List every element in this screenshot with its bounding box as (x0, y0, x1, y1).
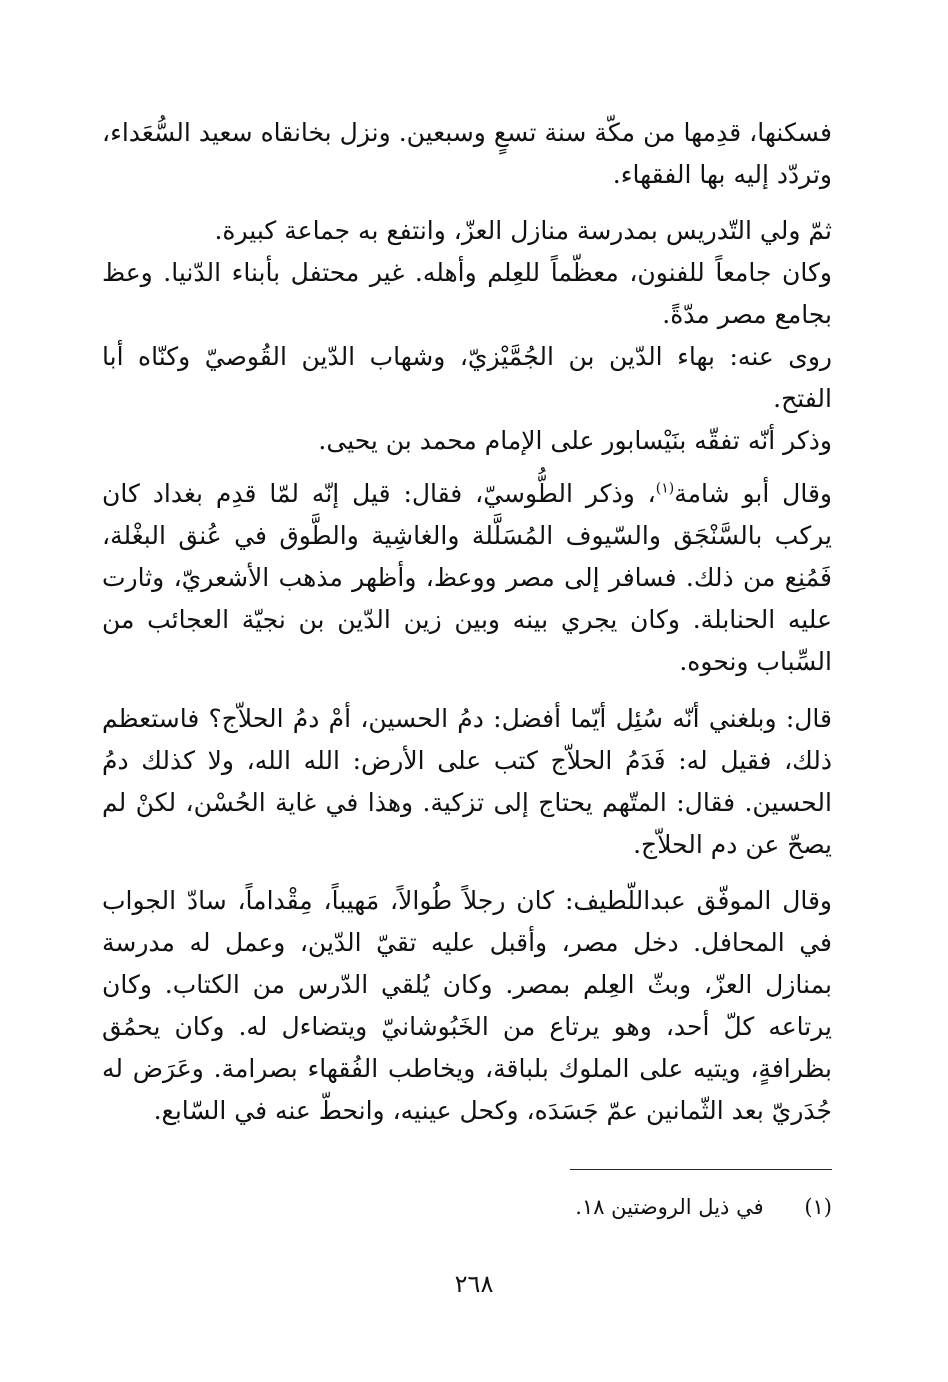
paragraph-8: وقال الموفّق عبداللّطيف: كان رجلاً طُوالاً، مَهيباً، مِقْداماً، سادّ الجواب في المحافل. دخل مصر، وأقبل عليه تقيّ الدّين، وعمل له مدرسة بمنازل العزّ، وبثّ العِلم بمصر. وكان يُلقي الدّرس من الكتاب. وكان يرتاعه كلّ أحد، وهو يرتاع من الخَبُوشانيّ ويتضاءل له. وكان يحمُق بظرافةٍ، ويتيه على الملوك بلباقة، ويخاطب الفُقهاء بصرامة. وعَرَض له جُدَريّ بعد الثّمانين عمّ جَسَدَه، وكحل عينيه، وانحطّ عنه في السّابع. (102, 886, 832, 1125)
paragraph-block-3 (102, 336, 832, 462)
paragraph-2: ثمّ ولي التّدريس بمدرسة منازل العزّ، وانتفع به جماعة كبيرة. (214, 216, 832, 245)
page-number: ٢٦٨ (454, 1270, 494, 1298)
footnote-divider (570, 1169, 832, 1170)
paragraph-6-middle: ، وذكر الطُّوسيّ، فقال: (390, 479, 656, 508)
footnote-text: في ذيل الروضتين ١٨. (575, 1195, 764, 1219)
footnote-number: (١) (804, 1195, 832, 1219)
paragraph-block-1 (102, 112, 832, 196)
paragraph-block-6 (102, 880, 832, 1132)
footnote (400, 1192, 832, 1222)
paragraph-6 (102, 473, 832, 683)
footnote-reference: (١) (655, 480, 675, 497)
paragraph-7: قال: وبلغني أنّه سُئِل أيّما أفضل: دمُ الحسين، أمْ دمُ الحلاّج؟ فاستعظم ذلك، فقيل له: فَدَمُ الحلاّج كتب على الأرض: الله الله، ولا كذلك دمُ الحسين. فقال: المتّهم يحتاج إلى تزكية. وهذا في غاية الحُسْن، لكنْ لم يصحّ عن دم الحلاّج. (102, 704, 832, 859)
paragraph-block-4 (102, 473, 832, 683)
paragraph-block-5 (102, 698, 832, 866)
paragraph-6-body: قيل إنّه لمّا قدِم بغداد كان يركب بالسَّنْجَق والسّيوف المُسَلَّلة والغاشِية والطَّوق في عُنق البغْلة، فَمُنِع من ذلك. فسافر إلى مصر ووعظ، وأظهر مذهب الأشعريّ، وثارت عليه الحنابلة. وكان يجري بينه وبين زين الدّين بن نجيّة العجائب من السِّباب ونحوه. (102, 479, 832, 676)
paragraph-3: وكان جامعاً للفنون، معظّماً للعِلم وأهله. غير محتفل بأبناء الدّنيا. وعظ بجامع مصر مدّةً. (102, 258, 832, 329)
paragraph-6-prefix: وقال أبو شامة (674, 479, 832, 508)
paragraph-5: وذكر أنّه تفقّه بنَيْسابور على الإمام محمد بن يحيى. (318, 426, 832, 455)
paragraph-block-2 (102, 210, 832, 336)
paragraph-1: فسكنها، قدِمها من مكّة سنة تسعٍ وسبعين. ونزل بخانقاه سعيد السُّعَداء، وتردّد إليه بها الفقهاء. (102, 118, 832, 189)
paragraph-4: روى عنه: بهاء الدّين بن الجُمَّيْزيّ، وشهاب الدّين القُوصيّ وكنّاه أبا الفتح. (102, 342, 832, 413)
